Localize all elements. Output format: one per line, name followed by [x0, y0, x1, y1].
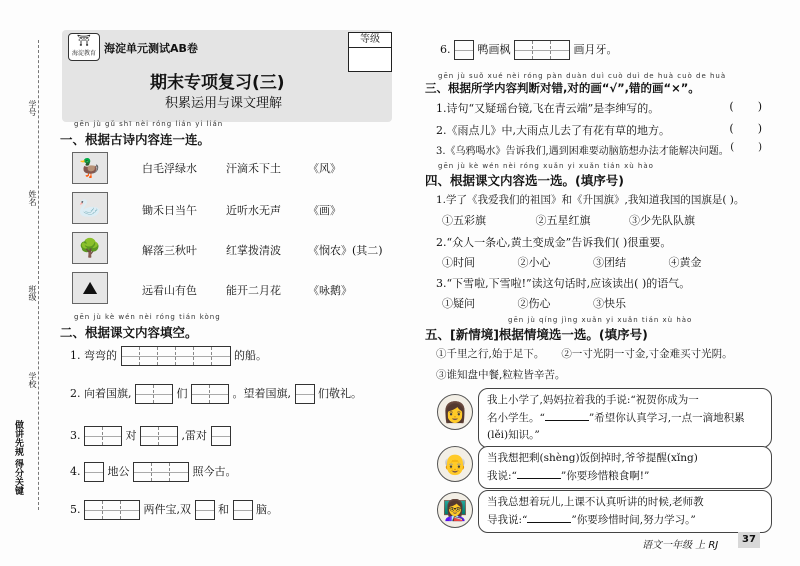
- s1-a-2[interactable]: 锄禾日当午: [142, 204, 197, 217]
- s2-q3-mid: 对: [125, 429, 137, 442]
- binding-line: [38, 40, 40, 510]
- s2-q2-mid1: 们: [176, 387, 188, 400]
- s1-c-3[interactable]: 《悯农》(其二): [308, 244, 383, 257]
- s2-q4-num: 4.: [70, 465, 81, 478]
- scenario-bubble-2: [478, 446, 772, 489]
- brand-small-text: 海淀教育: [71, 50, 96, 57]
- s4-q1-options: [442, 212, 695, 228]
- s2-q4-post: 照今古。: [192, 465, 237, 478]
- s1-b-2[interactable]: 近听水无声: [226, 204, 281, 217]
- s2-q6-grid-1[interactable]: [454, 40, 474, 60]
- s2-q3-post: ,雷对: [181, 429, 207, 442]
- s4-q3-opt-1[interactable]: ①疑问: [442, 297, 475, 310]
- s1-c-2[interactable]: 《画》: [308, 204, 341, 217]
- page-number: 37: [738, 532, 760, 548]
- s2-q2: [70, 384, 362, 404]
- s2-q2-pre: 向着国旗,: [84, 387, 132, 400]
- s2-title: 二、根据课文内容填空。: [60, 325, 198, 340]
- b1-line-1: 我上小学了,妈妈拉着我的手说:“祝贺你成为一: [487, 394, 699, 406]
- s2-q2-grid-1[interactable]: [135, 384, 173, 404]
- s4-q2-opt-3[interactable]: ③团结: [593, 256, 626, 269]
- mountain-painting-image: ⛰: [72, 272, 108, 304]
- tree-in-wind-image: 🌳: [72, 232, 108, 264]
- s2-q5-mid2: 和: [218, 503, 229, 516]
- goose-image: 🦢: [72, 192, 108, 224]
- s2-q2-post: 们敬礼。: [318, 387, 362, 400]
- s2-q1: [70, 346, 267, 366]
- grandpa-avatar-icon: 👴: [437, 446, 473, 482]
- s3-item-2-text: 2.《雨点儿》中,大雨点儿去了有花有草的地方。: [436, 124, 670, 137]
- s2-q6-grid-2[interactable]: [514, 40, 570, 60]
- s5-opt-2: ②一寸光阴一寸金,寸金难买寸光阴。: [561, 348, 733, 360]
- s2-q5-grid-3[interactable]: [233, 500, 253, 520]
- b1-answer-blank[interactable]: [545, 409, 589, 421]
- s5-opt-1: ①千里之行,始于足下。: [436, 348, 545, 360]
- s5-pinyin: gēn jù qíng jìng xuǎn yi xuǎn tián xù hào: [508, 316, 693, 324]
- s1-b-4[interactable]: 能开二月花: [226, 284, 281, 297]
- b2-line-2: 我说:“ ”你要珍惜粮食啊!”: [487, 467, 763, 485]
- brand-logo: [68, 33, 100, 61]
- b2-line-1: 当我想把剩(shèng)饭倒掉时,爷爷提醒(xǐng): [487, 452, 698, 464]
- s4-q2-opt-4[interactable]: ④黄金: [668, 256, 702, 269]
- b3-line-2: 导我说:“ ”你要珍惜时间,努力学习。”: [487, 511, 763, 529]
- page-subtitle: 积累运用与课文理解: [165, 96, 283, 111]
- s4-q3-opt-2[interactable]: ②伤心: [517, 297, 551, 310]
- s3-item-2-answer[interactable]: ( ): [729, 122, 762, 135]
- grade-label: 等级: [349, 33, 391, 48]
- s2-q5: [70, 500, 278, 520]
- series-title: 海淀单元测试AB卷: [104, 42, 198, 55]
- margin-class: 班级: [28, 285, 37, 301]
- s5-options-row-2: [436, 367, 565, 382]
- b1-line-3: (lěi)知识。”: [487, 429, 540, 441]
- s1-title: 一、根据古诗内容连一连。: [60, 132, 211, 147]
- s2-q4-grid-2[interactable]: [133, 462, 189, 482]
- scenario-bubble-1: [478, 388, 772, 448]
- s2-q1-grid[interactable]: [121, 346, 231, 366]
- grade-box: [348, 32, 392, 72]
- s3-item-3-answer[interactable]: ( ): [730, 142, 762, 153]
- s5-opt-3: ③谁知盘中餐,粒粒皆辛苦。: [436, 369, 566, 381]
- s2-q4: [70, 462, 237, 482]
- s4-q1: 1.学了《我爱我们的祖国》和《升国旗》,我知道我国的国旗是( )。: [436, 194, 745, 206]
- s4-pinyin: gēn jù kè wén nèi róng xuǎn yi xuǎn tián xù hào: [438, 162, 654, 170]
- b2-answer-blank[interactable]: [517, 467, 561, 479]
- s2-q3-grid-3[interactable]: [211, 426, 231, 446]
- s4-q3: 3.“下雪啦,下雪啦!”读这句话时,应该读出( )的语气。: [436, 277, 691, 290]
- s4-q1-opt-1[interactable]: ①五彩旗: [442, 214, 486, 227]
- s2-q5-num: 5.: [70, 503, 81, 516]
- s5-options-row-1: [436, 346, 733, 361]
- s1-a-1[interactable]: 白毛浮绿水: [142, 162, 197, 175]
- s2-q6-post: 画月牙。: [573, 43, 618, 56]
- s2-q1-prefix: 弯弯的: [84, 349, 117, 362]
- s2-q6-mid: 鸭画枫: [477, 43, 511, 56]
- s1-pinyin: gēn jù gǔ shī nèi róng lián yi lián: [74, 120, 224, 128]
- s4-title: 四、根据课文内容选一选。(填序号): [425, 173, 624, 188]
- s3-item-1-answer[interactable]: ( ): [729, 100, 762, 113]
- mother-avatar-icon: 👩: [437, 394, 473, 430]
- s1-b-1[interactable]: 汗滴禾下土: [226, 162, 281, 175]
- s2-q5-post: 脑。: [256, 503, 278, 516]
- s2-q3-grid-1[interactable]: [84, 426, 122, 446]
- s1-c-4[interactable]: 《咏鹅》: [308, 284, 352, 297]
- margin-name: 姓名: [28, 190, 37, 206]
- margin-student-id: 学号: [28, 100, 37, 116]
- b3-line-1: 当我总想着玩儿,上课不认真听讲的时候,老师教: [487, 496, 704, 508]
- scenario-bubble-3: [478, 490, 772, 533]
- s2-q6-num: 6.: [440, 43, 451, 56]
- duck-swimming-image: 🦆: [72, 152, 108, 184]
- s2-q5-grid-1[interactable]: [84, 500, 140, 520]
- s2-q2-grid-2[interactable]: [191, 384, 229, 404]
- footer-label: 语文一年级 上 RJ: [642, 540, 719, 551]
- s3-item-1: [436, 100, 762, 116]
- s2-q1-num: 1.: [70, 349, 81, 362]
- s2-pinyin: gēn jù kè wén nèi róng tián kòng: [74, 313, 221, 321]
- s1-a-4[interactable]: 远看山有色: [142, 284, 197, 297]
- s4-q2-opt-2[interactable]: ②小心: [517, 256, 551, 269]
- s1-c-1[interactable]: 《风》: [308, 162, 341, 175]
- s2-q2-grid-3[interactable]: [295, 384, 315, 404]
- s2-q1-post: 的船。: [234, 349, 267, 362]
- s4-q2-options: [442, 254, 702, 270]
- s2-q2-num: 2.: [70, 387, 81, 400]
- b1-line-2: 名小学生。“ ”希望你认真学习,一点一滴地积累: [487, 409, 763, 427]
- s2-q5-grid-2[interactable]: [195, 500, 215, 520]
- s4-q2-opt-1[interactable]: ①时间: [442, 256, 475, 269]
- s5-title: 五、[新情境]根据情境选一选。(填序号): [425, 327, 648, 342]
- s1-b-3[interactable]: 红掌拨清波: [226, 244, 281, 257]
- teacher-avatar-icon: 👩‍🏫: [437, 492, 473, 528]
- page-title: 期末专项复习(三): [150, 73, 285, 93]
- s3-item-2: [436, 122, 762, 138]
- s2-q5-mid: 两件宝,双: [143, 503, 191, 516]
- b3-answer-blank[interactable]: [527, 511, 571, 523]
- s4-q3-options: [442, 295, 626, 311]
- s4-q2: 2.“众人一条心,黄土变成金”告诉我们( )很重要。: [436, 236, 672, 249]
- s2-q6: [440, 40, 618, 60]
- logo-gate-icon: ⛩: [77, 34, 91, 47]
- margin-motto: 做讲先规 得分关键: [13, 420, 23, 496]
- s3-title: 三、根据所学内容判断对错,对的画“√”,错的画“×”。: [425, 81, 700, 95]
- s3-pinyin: gēn jù suǒ xué nèi róng pàn duàn duì cuò duì de huà cuò de huà: [438, 72, 727, 80]
- s4-q1-opt-2[interactable]: ②五星红旗: [535, 214, 591, 227]
- s2-q4-mid: 地公: [107, 465, 130, 478]
- s2-q3-grid-2[interactable]: [140, 426, 178, 446]
- s4-q3-opt-3[interactable]: ③快乐: [593, 297, 626, 310]
- s2-q4-grid-1[interactable]: [84, 462, 104, 482]
- s4-q1-opt-3[interactable]: ③少先队队旗: [629, 214, 695, 227]
- s1-a-3[interactable]: 解落三秋叶: [142, 244, 197, 257]
- margin-school: 学校: [28, 372, 37, 388]
- s2-q3-num: 3.: [70, 429, 81, 442]
- s2-q2-mid2: 。望着国旗,: [232, 387, 291, 400]
- s3-item-3-text: 3.《乌鸦喝水》告诉我们,遇到困难要动脑筋想办法才能解决问题。: [436, 146, 729, 157]
- s2-q3: [70, 426, 231, 446]
- s3-item-1-text: 1.诗句“又疑瑶台镜,飞在青云端”是李绅写的。: [436, 102, 660, 115]
- s3-item-3: [436, 142, 762, 157]
